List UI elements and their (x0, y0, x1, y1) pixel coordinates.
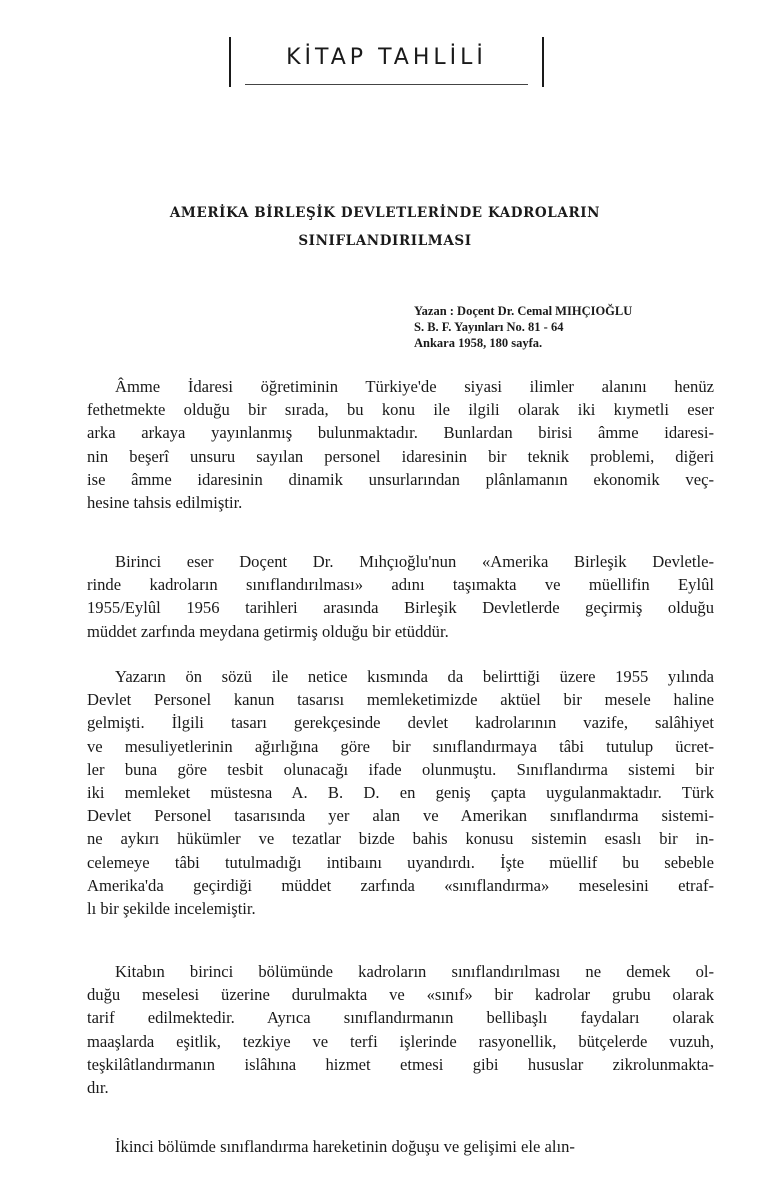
paragraph-line: arka arkaya yayınlanmış bulunmaktadır. Bunlardan birisi âmme idaresi- (87, 423, 714, 443)
paragraph-line: hesine tahsis edilmiştir. (87, 493, 243, 513)
paragraph-line: gelmişti. İlgili tasarı gerekçesinde devlet kadrolarının vazife, salâhiyet (87, 713, 714, 733)
paragraph-line: ler buna göre tesbit olunacağı ifade olunmuştu. Sınıflandırma sistemi bir (87, 759, 714, 779)
paragraph-line: 1955/Eylûl 1956 tarihleri arasında Birleşik Devletlerde geçirmiş olduğu (87, 598, 714, 618)
paragraph-line: nin beşerî unsuru sayılan personel idaresinin bir teknik problemi, diğeri (87, 446, 714, 466)
paragraph (87, 960, 714, 1099)
paragraph-line: maaşlarda eşitlik, tezkiye ve terfi işlerinde rasyonellik, bütçelerde vuzuh, (87, 1031, 714, 1051)
paragraph (87, 1135, 714, 1158)
paragraph-line: iki memleket müstesna A. B. D. en geniş çapta uygulanmaktadır. Türk (87, 783, 714, 803)
paragraph-line: duğu meselesi üzerine durulmakta ve «sınıf» bir kadrolar grubu olarak (87, 985, 714, 1005)
paragraph-line: teşkilâtlandırmanın islâhına hizmet etmesi gibi hususlar zikrolunmakta- (87, 1054, 714, 1074)
article-title-line-1: AMERİKA BİRLEŞİK DEVLETLERİNDE KADROLARIN (169, 205, 601, 221)
byline-publisher: S. B. F. Yayınları No. 81 - 64 (414, 320, 564, 334)
paragraph-line: müddet zarfında meydana getirmiş olduğu bir etüddür. (87, 621, 449, 641)
article-title-line-2: SINIFLANDIRILMASI (298, 233, 472, 249)
paragraph-line: Âmme İdaresi öğretiminin Türkiye'de siyasi ilimler alanını henüz (115, 377, 714, 396)
paragraph-line: İkinci bölümde sınıflandırma hareketinin doğuşu ve gelişimi ele alın- (115, 1137, 575, 1156)
byline-place-date: Ankara 1958, 180 sayfa. (414, 336, 543, 350)
paragraph (87, 550, 714, 643)
paragraph-line: ise âmme idaresinin dinamik unsurlarından plânlamanın ekonomik veç- (87, 469, 714, 489)
paragraph (87, 375, 714, 514)
paragraph-line: rinde kadroların sınıflandırılması» adını taşımakta ve müellifin Eylûl (87, 575, 714, 595)
paragraph-line: lı bir şekilde incelemiştir. (87, 899, 256, 919)
paragraph-line: Kitabın birinci bölümünde kadroların sınıflandırılması ne demek ol- (115, 962, 714, 981)
byline-author: Yazan : Doçent Dr. Cemal MIHÇIOĞLU (414, 304, 633, 318)
paragraph-line: dır. (87, 1078, 109, 1098)
header-underline (245, 84, 528, 85)
paragraph-line: celemeye tâbi tutulmadığı intibaını uyandırdı. İşte müellif bu sebeble (87, 852, 714, 872)
paragraph-line: Yazarın ön sözü ile netice kısmında da belirttiği üzere 1955 yılında (115, 667, 714, 686)
paragraph-line: Devlet Personel tasarısında yer alan ve Amerikan sınıflandırma sistemi- (87, 806, 714, 826)
paragraph-line: fethetmekte olduğu bir sırada, bu konu ile ilgili olarak iki kıymetli eser (87, 400, 714, 420)
paragraph (87, 665, 714, 920)
paragraph-line: Amerika'da geçirdiği müddet zarfında «sınıflandırma» meselesini etraf- (87, 875, 714, 895)
paragraph-line: Birinci eser Doçent Dr. Mıhçıoğlu'nun «Amerika Birleşik Devletle- (115, 552, 714, 571)
paragraph-line: ne aykırı hükümler ve tezatlar bizde bahis konusu sistemin esaslı bir in- (87, 829, 714, 849)
paragraph-line: ve mesuliyetlerinin ağırlığına göre bir sınıflandırmaya tâbi tutulup ücret- (87, 736, 714, 756)
section-header-box (229, 37, 544, 87)
section-header-title: KİTAP TAHLİLİ (286, 45, 487, 70)
paragraph-line: Devlet Personel kanun tasarısı memleketimizde aktüel bir mesele haline (87, 690, 714, 710)
paragraph-line: tarif edilmektedir. Ayrıca sınıflandırmanın bellibaşlı faydaları olarak (87, 1008, 714, 1028)
